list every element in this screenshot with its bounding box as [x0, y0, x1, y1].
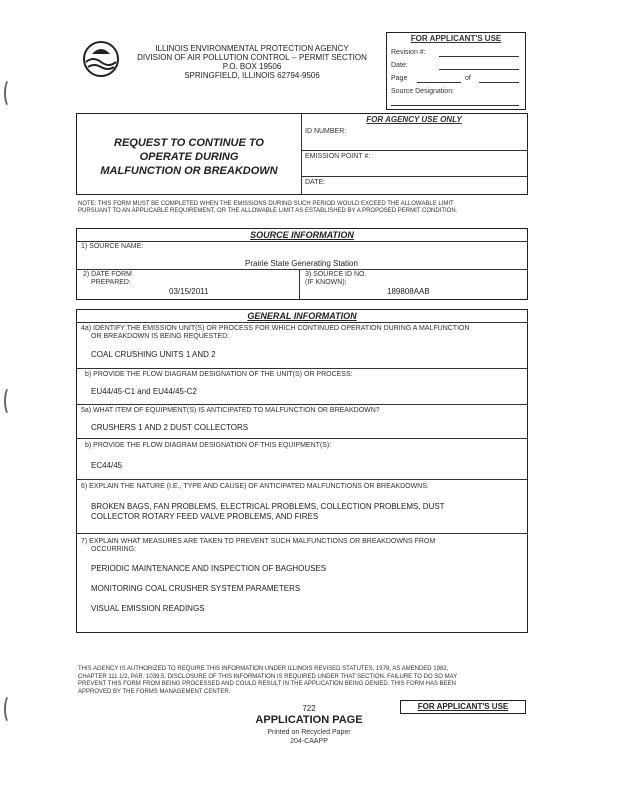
agency-name: ILLINOIS ENVIRONMENTAL PROTECTION AGENCY [155, 44, 349, 53]
q5a-answer: CRUSHERS 1 AND 2 DUST COLLECTORS [91, 423, 249, 432]
page-number: 722 [302, 704, 316, 713]
division-name: DIVISION OF AIR POLLUTION CONTROL -- PERMIT SECTION [137, 53, 367, 62]
q7-answer-1: PERIODIC MAINTENANCE AND INSPECTION OF BAGHOUSES [91, 564, 327, 573]
q7-answer-2: MONITORING COAL CRUSHER SYSTEM PARAMETERS [91, 584, 301, 593]
q6-question: 6) EXPLAIN THE NATURE (I.E., TYPE AND CAUSE) OF ANTICIPATED MALFUNCTIONS OR BREAKDOWNS: [81, 483, 429, 490]
source-id-value: 189808AAB [387, 287, 430, 296]
recycled-paper-note: Printed on Recycled Paper [267, 729, 351, 736]
title-section [76, 113, 528, 195]
source-designation-label: Source Designation: [391, 88, 455, 95]
po-box: P.O. BOX 19506 [222, 62, 282, 71]
q4a-question: 4a) IDENTIFY THE EMISSION UNIT(S) OR PROCESS FOR WHICH CONTINUED OPERATION DURING A MALFUNCTION OR BREAKDOWN IS BEING REQUESTED: [81, 325, 470, 340]
applicant-use-footer-box [400, 700, 526, 714]
date-label: Date: [391, 62, 408, 69]
agency-date-label: DATE: [305, 179, 326, 186]
punch-hole-mark [4, 78, 16, 108]
of-label: of [465, 75, 471, 82]
revision-label: Revision #: [391, 49, 426, 56]
agency-use-title: FOR AGENCY USE ONLY [366, 115, 462, 124]
source-name-value: Prairie State Generating Station [245, 259, 358, 268]
city-address: SPRINGFIELD, ILLINOIS 62794-9506 [184, 71, 320, 80]
q5b-question: b) PROVIDE THE FLOW DIAGRAM DESIGNATION OF THIS EQUIPMENT(S): [85, 442, 332, 449]
emission-point-label: EMISSION POINT #: [305, 153, 371, 160]
q4a-answer: COAL CRUSHING UNITS 1 AND 2 [91, 350, 216, 359]
q7-answer-3: VISUAL EMISSION READINGS [91, 604, 205, 613]
applicant-use-box [386, 32, 526, 110]
q7-question: 7) EXPLAIN WHAT MEASURES ARE TAKEN TO PREVENT SUCH MALFUNCTIONS OR BREAKDOWNS FROM OCCURRING: [81, 538, 436, 553]
note: NOTE: THIS FORM MUST BE COMPLETED WHEN THE EMISSIONS DURING SUCH PERIOD WOULD EXCEED THE ALLOWABLE LIMIT PURSUANT TO AN APPLICABLE REQUIREMENT, OR THE ALLOWABLE LIMIT AS ESTABLISHED BY A PROPOSED PERMIT CONDITION. [78, 201, 458, 214]
source-id-label: 3) SOURCE ID NO. (IF KNOWN): [305, 271, 367, 286]
page-label: Page [391, 75, 408, 82]
form-title: REQUEST TO CONTINUE TO OPERATE DURING MALFUNCTION OR BREAKDOWN [100, 137, 278, 177]
general-information-section [76, 309, 528, 633]
id-number-label: ID NUMBER: [305, 128, 347, 135]
epa-logo [82, 40, 120, 78]
agency-header [122, 44, 382, 80]
q4b-answer: EU44/45-C1 and EU44/45-C2 [91, 387, 197, 396]
date-prepared-value: 03/15/2011 [169, 287, 209, 296]
application-page-label: APPLICATION PAGE [255, 714, 363, 726]
form-code: 204-CAAPP [290, 738, 328, 745]
punch-hole-mark [4, 386, 16, 416]
authority-statement: THIS AGENCY IS AUTHORIZED TO REQUIRE THIS INFORMATION UNDER ILLINOIS REVISED STATUTES, 1979, AS AMENDED 1982, CHAPTER 111 1/2, PAR. 1039.5. DISCLOSURE OF THIS INFORMATION IS REQUIRED UNDER THAT SECTION. FAILURE TO DO SO MAY PREVENT THIS FORM FROM BEING PROCESSED AND COULD RESULT IN THE APPLICATION BEING DENIED. THIS FORM HAS BEEN APPROVED BY THE FORMS MANAGEMENT CENTER. [78, 666, 458, 695]
q5b-answer: EC44/45 [91, 461, 123, 470]
source-information-section [76, 228, 528, 300]
source-info-title: SOURCE INFORMATION [250, 230, 354, 240]
q6-answer: BROKEN BAGS, FAN PROBLEMS, ELECTRICAL PROBLEMS, COLLECTION PROBLEMS, DUST COLLECTOR ROTARY FEED VALVE PROBLEMS, AND FIRES [91, 502, 445, 521]
date-prepared-label: 2) DATE FORM PREPARED: [83, 271, 132, 286]
q5a-question: 5a) WHAT ITEM OF EQUIPMENT(S) IS ANTICIPATED TO MALFUNCTION OR BREAKDOWN? [81, 407, 380, 414]
applicant-box-title: FOR APPLICANT'S USE [410, 34, 502, 43]
source-name-label: 1) SOURCE NAME: [81, 243, 144, 250]
general-info-title: GENERAL INFORMATION [247, 311, 357, 321]
q4b-question: b) PROVIDE THE FLOW DIAGRAM DESIGNATION OF THE UNIT(S) OR PROCESS: [85, 371, 353, 378]
applicant-use-footer-label: FOR APPLICANT'S USE [417, 702, 509, 711]
